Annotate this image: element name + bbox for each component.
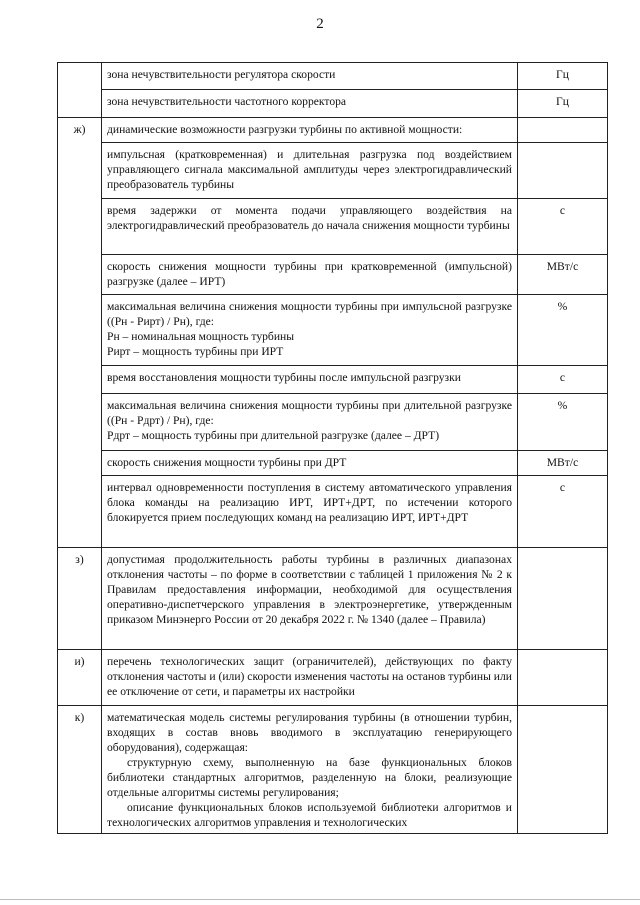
row-text-line: скорость снижения мощности турбины при кратковременной (импульсной) разгрузке (далее – ИРТ) — [107, 260, 512, 288]
table-row — [58, 63, 608, 90]
row-text — [102, 118, 518, 143]
row-text-line: Pдрт – мощность турбины при длительной разгрузке (далее – ДРТ) — [107, 429, 440, 442]
row-text-line: скорость снижения мощности турбины при ДРТ — [107, 456, 347, 469]
table-row — [58, 548, 608, 650]
table-row — [58, 394, 608, 451]
row-letter: к) — [58, 706, 102, 834]
page-number: 2 — [316, 16, 324, 32]
table-row — [58, 143, 608, 199]
row-unit — [518, 650, 608, 706]
row-text — [102, 476, 518, 548]
row-unit: % — [518, 394, 608, 451]
row-text-line: Pн – номинальная мощность турбины — [107, 330, 295, 343]
row-letter — [58, 90, 102, 118]
row-letter: и) — [58, 650, 102, 706]
row-text-line: перечень технологических защит (ограничителей), действующих по факту отклонения частоты и (или) скорости изменения частоты на останов турбины или ее отключение от сети, и параметры их настройки — [107, 655, 512, 698]
row-unit — [518, 118, 608, 143]
row-letter — [58, 199, 102, 255]
row-unit — [518, 143, 608, 199]
row-unit: % — [518, 295, 608, 366]
row-text-line: описание функциональных блоков используемой библиотеки алгоритмов и технологических алгоритмов управления и технологических — [107, 801, 512, 829]
requirements-table — [57, 62, 608, 834]
row-text — [102, 90, 518, 118]
row-text — [102, 366, 518, 394]
row-text-line: Pирт – мощность турбины при ИРТ — [107, 345, 284, 358]
row-letter — [58, 366, 102, 394]
row-text — [102, 548, 518, 650]
row-unit: Гц — [518, 90, 608, 118]
row-text — [102, 394, 518, 451]
row-text-line: максимальная величина снижения мощности турбины при импульсной разгрузке ((Pн - Pирт) / Pн), где: — [107, 300, 512, 328]
row-text-line: импульсная (кратковременная) и длительная разгрузка под воздействием управляющего сигнала максимальной амплитуды через электрогидравлический преобразователь турбины — [107, 148, 512, 191]
row-text — [102, 63, 518, 90]
row-unit: МВт/с — [518, 451, 608, 476]
row-unit — [518, 706, 608, 834]
row-unit — [518, 548, 608, 650]
table-row — [58, 476, 608, 548]
table-row — [58, 90, 608, 118]
table-row — [58, 255, 608, 295]
row-text — [102, 295, 518, 366]
table-row — [58, 706, 608, 834]
row-letter — [58, 63, 102, 90]
row-letter — [58, 451, 102, 476]
row-unit: МВт/с — [518, 255, 608, 295]
table-row — [58, 451, 608, 476]
row-text — [102, 451, 518, 476]
row-letter — [58, 255, 102, 295]
table-row — [58, 366, 608, 394]
row-letter — [58, 143, 102, 199]
row-letter — [58, 394, 102, 451]
table-row — [58, 650, 608, 706]
row-text — [102, 199, 518, 255]
row-text-line: максимальная величина снижения мощности турбины при длительной разгрузке ((Pн - Pдрт) / Pн), где: — [107, 399, 512, 427]
row-unit: с — [518, 366, 608, 394]
page-edge-line — [0, 899, 640, 900]
row-text-line: динамические возможности разгрузки турбины по активной мощности: — [107, 123, 463, 136]
row-unit: с — [518, 476, 608, 548]
table-row — [58, 118, 608, 143]
row-text-line: зона нечувствительности частотного корректора — [107, 95, 347, 108]
row-text — [102, 143, 518, 199]
row-text-line: время восстановления мощности турбины после импульсной разгрузки — [107, 371, 461, 384]
row-text — [102, 706, 518, 834]
row-unit: с — [518, 199, 608, 255]
row-letter: ж) — [58, 118, 102, 143]
row-text-line: допустимая продолжительность работы турбины в различных диапазонах отклонения частоты – по форме в соответствии с таблицей 1 приложения № 2 к Правилам предоставления информации, необходимой для осуществления оперативно-диспетчерского управления в электроэнергетике, утвержденным приказом Минэнерго России от 20 декабря 2022 г. № 1340 (далее – Правила) — [107, 553, 512, 626]
table-row — [58, 295, 608, 366]
row-text-line: структурную схему, выполненную на базе функциональных блоков библиотеки стандартных алгоритмов, разделенную на блоки, реализующие отдельные алгоритмы системы регулирования; — [107, 756, 512, 799]
row-text-line: математическая модель системы регулирования турбины (в отношении турбин, входящих в состав вновь вводимого в эксплуатацию генерирующего оборудования), содержащая: — [107, 711, 512, 754]
row-text-line: зона нечувствительности регулятора скорости — [107, 68, 336, 81]
row-letter — [58, 476, 102, 548]
row-text-line: время задержки от момента подачи управляющего воздействия на электрогидравлический преобразователь до начала снижения мощности турбины — [107, 204, 512, 232]
row-unit: Гц — [518, 63, 608, 90]
table-row — [58, 199, 608, 255]
row-text-line: интервал одновременности поступления в систему автоматического управления блока команды на реализацию ИРТ, ИРТ+ДРТ, по истечении которого блокируется прием последующих команд на реализацию ИРТ, ИРТ+ДРТ — [107, 481, 512, 524]
row-letter — [58, 295, 102, 366]
row-text — [102, 650, 518, 706]
row-letter: з) — [58, 548, 102, 650]
row-text — [102, 255, 518, 295]
